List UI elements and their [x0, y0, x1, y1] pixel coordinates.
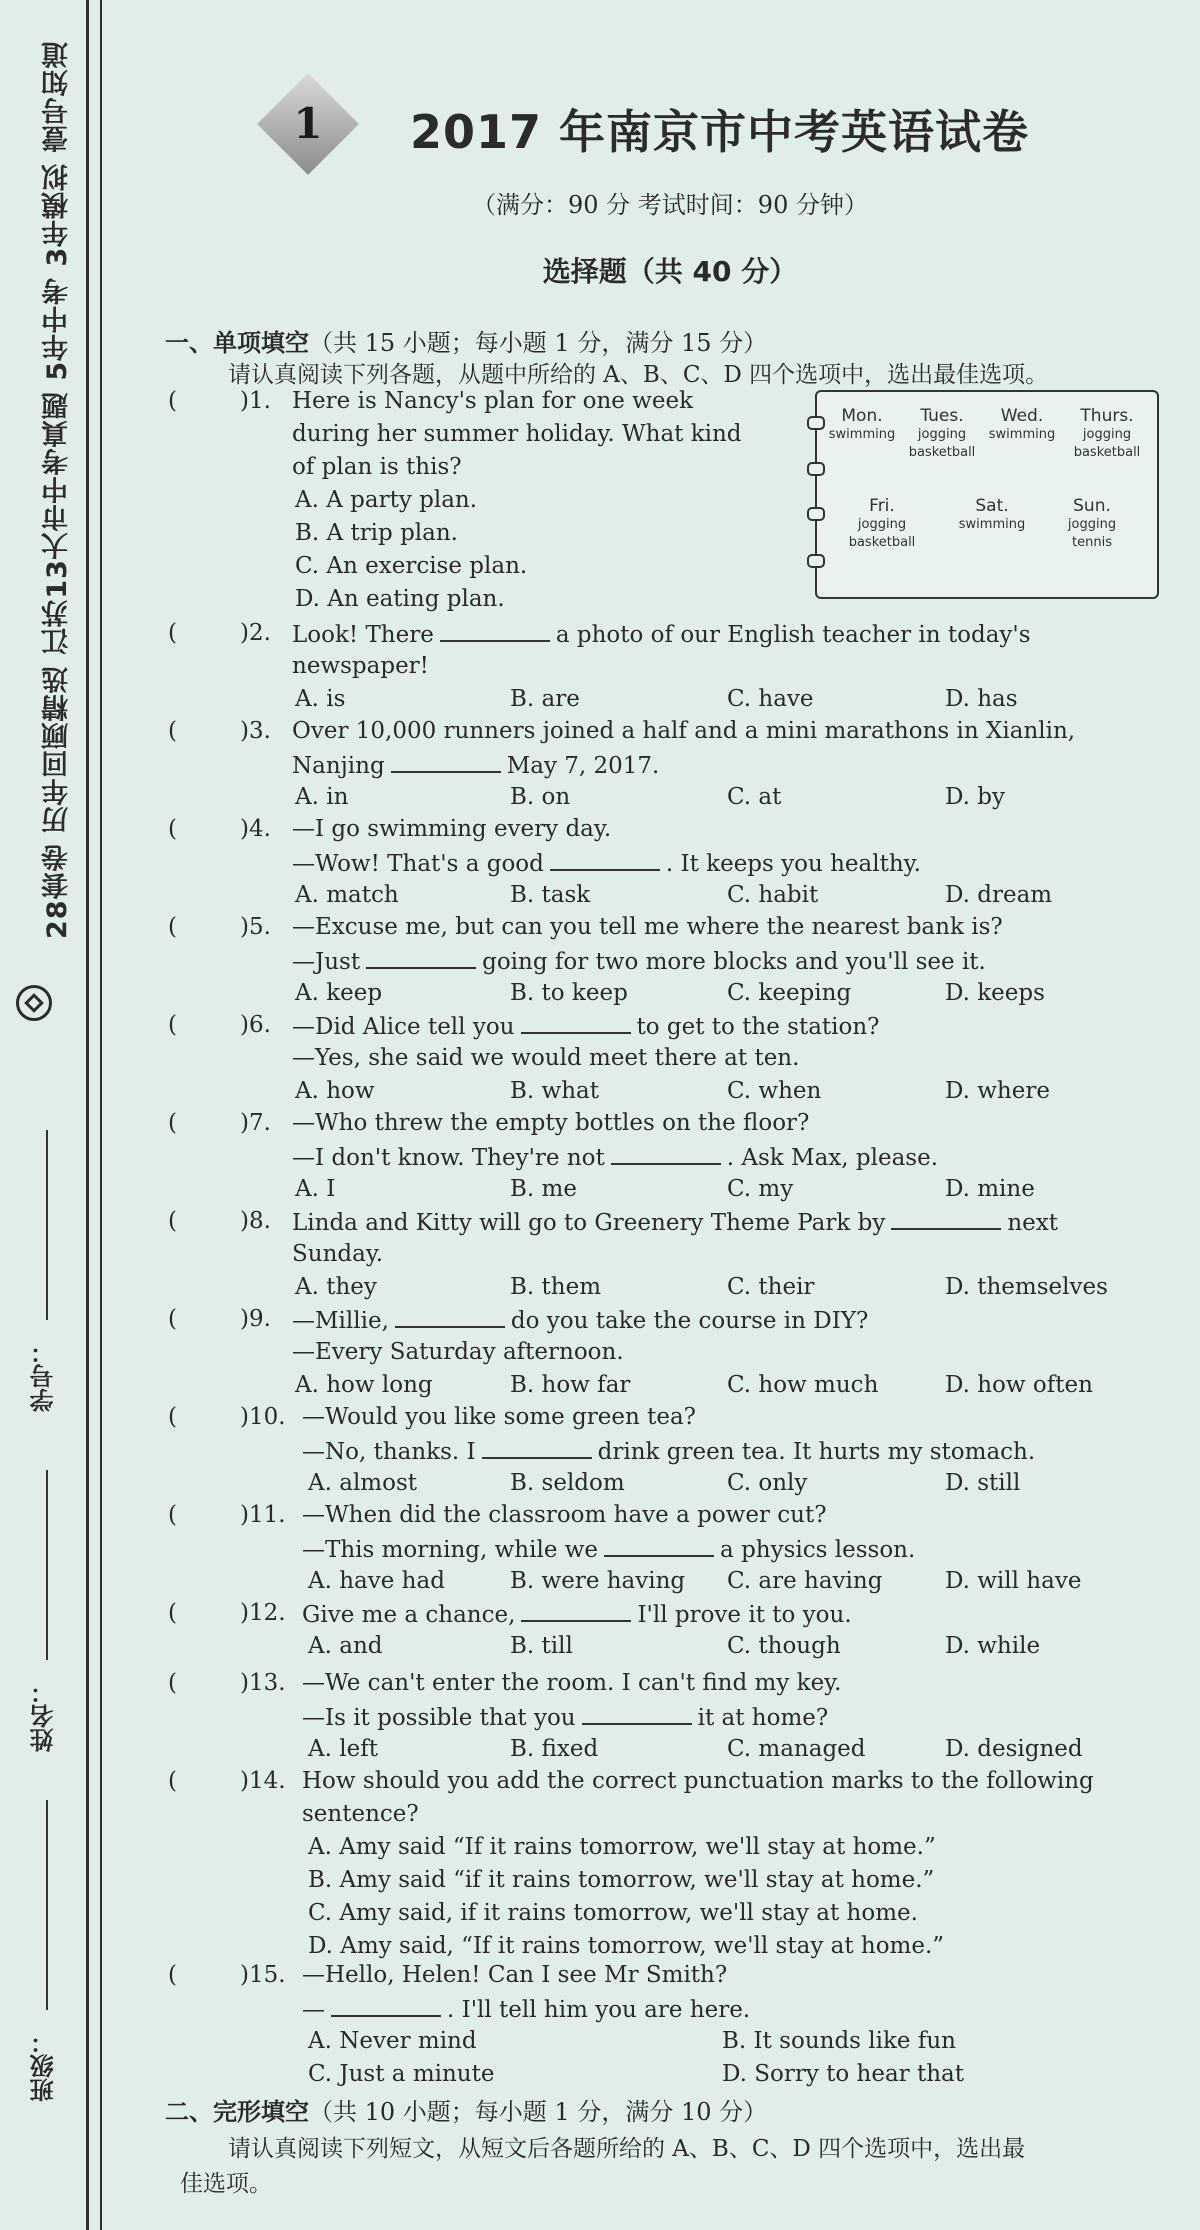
question-text [302, 1600, 852, 1628]
plan-activity: basketball [848, 535, 916, 550]
answer-blank[interactable] [611, 1143, 721, 1165]
class-field [26, 2030, 61, 2102]
question-segment: Give me a chance, [302, 1602, 516, 1628]
question-text [302, 1768, 1094, 1794]
question-text [292, 1045, 799, 1071]
answer-option[interactable]: B. to keep [510, 980, 628, 1006]
question-number: )14. [240, 1768, 286, 1794]
answer-option[interactable]: D. mine [945, 1176, 1035, 1202]
question-text [292, 914, 1003, 940]
question-segment: sentence? [302, 1801, 419, 1827]
answer-option[interactable]: A. Never mind [308, 2028, 477, 2054]
question-segment: —This morning, while we [302, 1537, 599, 1563]
question-text [292, 388, 693, 414]
question-segment: newspaper! [292, 653, 429, 679]
question-text [292, 653, 429, 679]
answer-paren[interactable]: ( [168, 1404, 177, 1430]
answer-paren[interactable]: ( [168, 1012, 177, 1038]
question-text [292, 751, 659, 779]
question-number: )12. [240, 1600, 286, 1626]
part1-title-rest: （共 15 小题；每小题 1 分，满分 15 分） [309, 329, 768, 357]
answer-option[interactable]: B. Amy said “if it rains tomorrow, we'll stay at home.” [308, 1867, 935, 1893]
answer-option[interactable]: D. how often [945, 1372, 1093, 1398]
answer-option[interactable]: C. An exercise plan. [295, 553, 528, 579]
answer-option[interactable]: B. what [510, 1078, 599, 1104]
answer-option[interactable]: A. how long [295, 1372, 433, 1398]
question-text [292, 1339, 624, 1365]
answer-option[interactable]: A. and [308, 1633, 383, 1659]
answer-option[interactable]: D. designed [945, 1736, 1083, 1762]
answer-option[interactable]: A. keep [295, 980, 383, 1006]
answer-blank[interactable] [395, 1306, 505, 1328]
answer-option[interactable]: A. match [295, 882, 399, 908]
question-segment: —I go swimming every day. [292, 816, 612, 842]
plan-activity: basketball [908, 445, 976, 460]
binder-ring [807, 507, 825, 521]
question-segment: —When did the classroom have a power cut? [302, 1502, 827, 1528]
answer-option[interactable]: D. by [945, 784, 1005, 810]
question-segment: —Excuse me, but can you tell me where the nearest bank is? [292, 914, 1003, 940]
class-blank[interactable] [46, 1800, 48, 2010]
brand-logo-icon [16, 985, 52, 1021]
plan-day: Tues. [920, 406, 964, 426]
answer-paren[interactable]: ( [168, 1306, 177, 1332]
plan-activity: jogging [857, 517, 907, 532]
plan-activity: basketball [1073, 445, 1141, 460]
answer-paren[interactable]: ( [168, 1110, 177, 1136]
question-number: )4. [240, 816, 271, 842]
question-segment: Nanjing [292, 753, 385, 779]
question-segment: —Would you like some green tea? [302, 1404, 697, 1430]
answer-paren[interactable]: ( [168, 1600, 177, 1626]
plan-activity: swimming [988, 427, 1056, 442]
answer-paren[interactable]: ( [168, 620, 177, 646]
question-number: )7. [240, 1110, 271, 1136]
answer-option[interactable]: C. have [727, 686, 814, 712]
question-number: )15. [240, 1962, 286, 1988]
question-number: )9. [240, 1306, 271, 1332]
plan-cell [942, 496, 1042, 534]
answer-option[interactable]: B. were having [510, 1568, 686, 1594]
question-segment: Here is Nancy's plan for one week [292, 388, 694, 414]
question-segment: May 7, 2017. [506, 753, 660, 779]
question-segment: —No, thanks. I [302, 1439, 476, 1465]
question-text [292, 849, 921, 877]
answer-option[interactable]: D. An eating plan. [295, 586, 505, 612]
question-segment: going for two more blocks and you'll see it. [482, 949, 986, 975]
question-number: )10. [240, 1404, 286, 1430]
question-segment: —Every Saturday afternoon. [292, 1339, 624, 1365]
answer-option[interactable]: C. how much [727, 1372, 879, 1398]
question-text [302, 1703, 828, 1731]
question-segment: . I'll tell him you are here. [447, 1997, 751, 2023]
question-segment: Over 10,000 runners joined a half and a mini marathons in Xianlin, [292, 718, 1076, 744]
answer-option[interactable]: A. they [295, 1274, 377, 1300]
binder-ring [807, 462, 825, 476]
spine-banner [8, 40, 73, 1000]
answer-blank[interactable] [521, 1012, 631, 1034]
question-segment: —Millie, [292, 1308, 389, 1334]
student-no-field [26, 1340, 61, 1412]
answer-paren[interactable]: ( [168, 816, 177, 842]
answer-option[interactable]: C. Just a minute [308, 2061, 495, 2087]
answer-option[interactable]: C. Amy said, if it rains tomorrow, we'll stay at home. [308, 1900, 918, 1926]
answer-option[interactable]: A. in [295, 784, 349, 810]
answer-option[interactable]: B. how far [510, 1372, 631, 1398]
answer-paren[interactable]: ( [168, 1208, 177, 1234]
part2-instruction-line2: 佳选项。 [180, 2171, 272, 2197]
question-text [302, 1535, 915, 1563]
plan-activity: jogging [1082, 427, 1132, 442]
part1-instruction: 请认真阅读下列各题，从题中所给的 A、B、C、D 四个选项中，选出最佳选项。 [228, 362, 1049, 388]
question-number: )1. [240, 388, 271, 414]
question-number: )2. [240, 620, 271, 646]
plan-day: Sat. [975, 496, 1009, 516]
answer-option[interactable]: C. only [727, 1470, 808, 1496]
question-text [292, 620, 1031, 648]
question-segment: How should you add the correct punctuation marks to the following [302, 1768, 1094, 1794]
answer-paren[interactable]: ( [168, 1670, 177, 1696]
question-text [292, 947, 986, 975]
answer-option[interactable]: D. Sorry to hear that [722, 2061, 964, 2087]
question-text [292, 1208, 1058, 1236]
section-heading: 选择题（共 40 分） [542, 255, 798, 288]
plan-activity: tennis [1072, 535, 1112, 550]
plan-day: Wed. [1000, 406, 1044, 426]
binding-margin [0, 0, 110, 2230]
question-text [292, 1306, 868, 1334]
name-label: 姓名： [30, 1680, 58, 1752]
answer-option[interactable]: B. are [510, 686, 580, 712]
question-segment: — [302, 1997, 325, 2023]
answer-option[interactable]: D. dream [945, 882, 1053, 908]
exam-info: （满分：90 分 考试时间：90 分钟） [472, 191, 868, 219]
question-segment: I'll prove it to you. [637, 1602, 852, 1628]
question-text [292, 454, 462, 480]
plan-activity: swimming [958, 517, 1026, 532]
answer-option[interactable]: D. Amy said, “If it rains tomorrow, we'll stay at home.” [308, 1933, 945, 1959]
question-segment: —Did Alice tell you [292, 1014, 515, 1040]
question-segment: a photo of our English teacher in today's [555, 622, 1031, 648]
part1-title [165, 323, 767, 358]
question-number: )11. [240, 1502, 286, 1528]
answer-option[interactable]: C. are having [727, 1568, 883, 1594]
answer-option[interactable]: C. at [727, 784, 782, 810]
answer-option[interactable]: C. when [727, 1078, 822, 1104]
question-text [292, 718, 1075, 744]
answer-option[interactable]: B. till [510, 1633, 573, 1659]
answer-option[interactable]: B. task [510, 882, 591, 908]
plan-day: Fri. [869, 496, 895, 516]
question-text [292, 816, 611, 842]
question-segment: Look! There [292, 622, 434, 648]
answer-option[interactable]: C. their [727, 1274, 815, 1300]
question-text [302, 1404, 696, 1430]
answer-blank[interactable] [582, 1703, 692, 1725]
answer-option[interactable]: D. while [945, 1633, 1041, 1659]
answer-option[interactable]: D. still [945, 1470, 1021, 1496]
paper-number: 1 [293, 99, 323, 148]
plan-activity: jogging [917, 427, 967, 442]
answer-option[interactable]: B. them [510, 1274, 602, 1300]
answer-option[interactable]: B. fixed [510, 1736, 599, 1762]
plan-cell [832, 496, 932, 552]
answer-blank[interactable] [391, 751, 501, 773]
answer-option[interactable]: B. on [510, 784, 571, 810]
weekly-plan-table [815, 390, 1159, 599]
answer-option[interactable]: D. themselves [945, 1274, 1108, 1300]
answer-option[interactable]: D. has [945, 686, 1018, 712]
answer-option[interactable]: B. A trip plan. [295, 520, 458, 546]
answer-blank[interactable] [604, 1535, 714, 1557]
question-number: )3. [240, 718, 271, 744]
question-segment: of plan is this? [292, 454, 462, 480]
margin-rule [100, 0, 102, 2230]
plan-day: Sun. [1073, 496, 1111, 516]
answer-blank[interactable] [482, 1437, 592, 1459]
part2-title-rest: （共 10 小题；每小题 1 分，满分 10 分） [309, 2098, 768, 2126]
answer-option[interactable]: D. where [945, 1078, 1050, 1104]
answer-option[interactable]: B. me [510, 1176, 577, 1202]
question-segment: to get to the station? [636, 1014, 880, 1040]
part2-instruction-line1: 请认真阅读下列短文，从短文后各题所给的 A、B、C、D 四个选项中，选出最 [228, 2136, 1026, 2162]
answer-paren[interactable]: ( [168, 1502, 177, 1528]
binder-ring [807, 554, 825, 568]
answer-option[interactable]: C. habit [727, 882, 819, 908]
question-segment: —Yes, she said we would meet there at ten. [292, 1045, 800, 1071]
question-text [302, 1962, 727, 1988]
answer-option[interactable]: A. I [295, 1176, 336, 1202]
answer-option[interactable]: D. keeps [945, 980, 1045, 1006]
question-number: )6. [240, 1012, 271, 1038]
question-text [302, 1437, 1035, 1465]
answer-option[interactable]: A. Amy said “If it rains tomorrow, we'll stay at home.” [308, 1834, 936, 1860]
plan-cell [1057, 406, 1157, 462]
question-text [292, 1241, 383, 1267]
question-segment: —Hello, Helen! Can I see Mr Smith? [302, 1962, 728, 1988]
answer-paren[interactable]: ( [168, 914, 177, 940]
question-segment: —We can't enter the room. I can't find my key. [302, 1670, 842, 1696]
part2-title [165, 2092, 767, 2127]
plan-day: Mon. [841, 406, 883, 426]
question-text [302, 1670, 841, 1696]
question-segment: it at home? [697, 1705, 829, 1731]
answer-blank[interactable] [440, 620, 550, 642]
answer-option[interactable]: A. A party plan. [295, 487, 478, 513]
plan-day: Thurs. [1080, 406, 1134, 426]
part2-title-main: 二、完形填空 [165, 2098, 309, 2126]
part1-title-main: 一、单项填空 [165, 329, 309, 357]
question-text [292, 1110, 809, 1136]
answer-option[interactable]: A. have had [308, 1568, 445, 1594]
answer-blank[interactable] [891, 1208, 1001, 1230]
student-no-label: 学号： [30, 1340, 58, 1412]
student-no-blank[interactable] [46, 1130, 48, 1320]
question-segment: —Just [292, 949, 361, 975]
margin-rule [86, 0, 89, 2230]
question-segment: . It keeps you healthy. [665, 851, 921, 877]
question-segment: next [1007, 1210, 1058, 1236]
answer-paren[interactable]: ( [168, 1962, 177, 1988]
question-segment: Sunday. [292, 1241, 384, 1267]
question-number: )8. [240, 1208, 271, 1234]
question-number: )5. [240, 914, 271, 940]
answer-blank[interactable] [521, 1600, 631, 1622]
answer-paren[interactable]: ( [168, 718, 177, 744]
answer-option[interactable]: C. keeping [727, 980, 852, 1006]
question-text [302, 1801, 419, 1827]
answer-blank[interactable] [366, 947, 476, 969]
question-segment: a physics lesson. [720, 1537, 916, 1563]
answer-option[interactable]: B. It sounds like fun [722, 2028, 956, 2054]
answer-option[interactable]: A. almost [308, 1470, 418, 1496]
question-text [292, 421, 742, 447]
question-segment: Linda and Kitty will go to Greenery Theme Park by [292, 1210, 886, 1236]
answer-option[interactable]: D. will have [945, 1568, 1082, 1594]
answer-option[interactable]: C. managed [727, 1736, 866, 1762]
question-segment: —I don't know. They're not [292, 1145, 605, 1171]
question-segment: drink green tea. It hurts my stomach. [597, 1439, 1036, 1465]
question-segment: do you take the course in DIY? [510, 1308, 869, 1334]
plan-activity: swimming [828, 427, 896, 442]
answer-paren[interactable]: ( [168, 1768, 177, 1794]
plan-activity: jogging [1067, 517, 1117, 532]
answer-option[interactable]: B. seldom [510, 1470, 625, 1496]
question-text [292, 1012, 880, 1040]
question-segment: —Is it possible that you [302, 1705, 576, 1731]
answer-option[interactable]: A. is [295, 686, 346, 712]
plan-cell [1042, 496, 1142, 552]
question-text [292, 1143, 938, 1171]
answer-option[interactable]: C. though [727, 1633, 841, 1659]
class-label: 班级： [30, 2030, 58, 2102]
question-segment: during her summer holiday. What kind [292, 421, 742, 447]
answer-option[interactable]: A. left [308, 1736, 378, 1762]
page-title: 2017 年南京市中考英语试卷 [410, 105, 1030, 159]
question-segment: . Ask Max, please. [726, 1145, 939, 1171]
answer-blank[interactable] [331, 1995, 441, 2017]
answer-blank[interactable] [550, 849, 660, 871]
question-number: )13. [240, 1670, 286, 1696]
question-segment: —Who threw the empty bottles on the floor? [292, 1110, 810, 1136]
name-blank[interactable] [46, 1470, 48, 1660]
answer-option[interactable]: A. how [295, 1078, 375, 1104]
answer-paren[interactable]: ( [168, 388, 177, 414]
spine-text: 28套卷 历年回顾精选 江苏13大市中考真题 5年中考 3年模拟 壹号知道 [42, 40, 73, 939]
question-segment: —Wow! That's a good [292, 851, 544, 877]
answer-option[interactable]: C. my [727, 1176, 794, 1202]
question-text [302, 1995, 750, 2023]
question-text [302, 1502, 827, 1528]
name-field [26, 1680, 61, 1752]
